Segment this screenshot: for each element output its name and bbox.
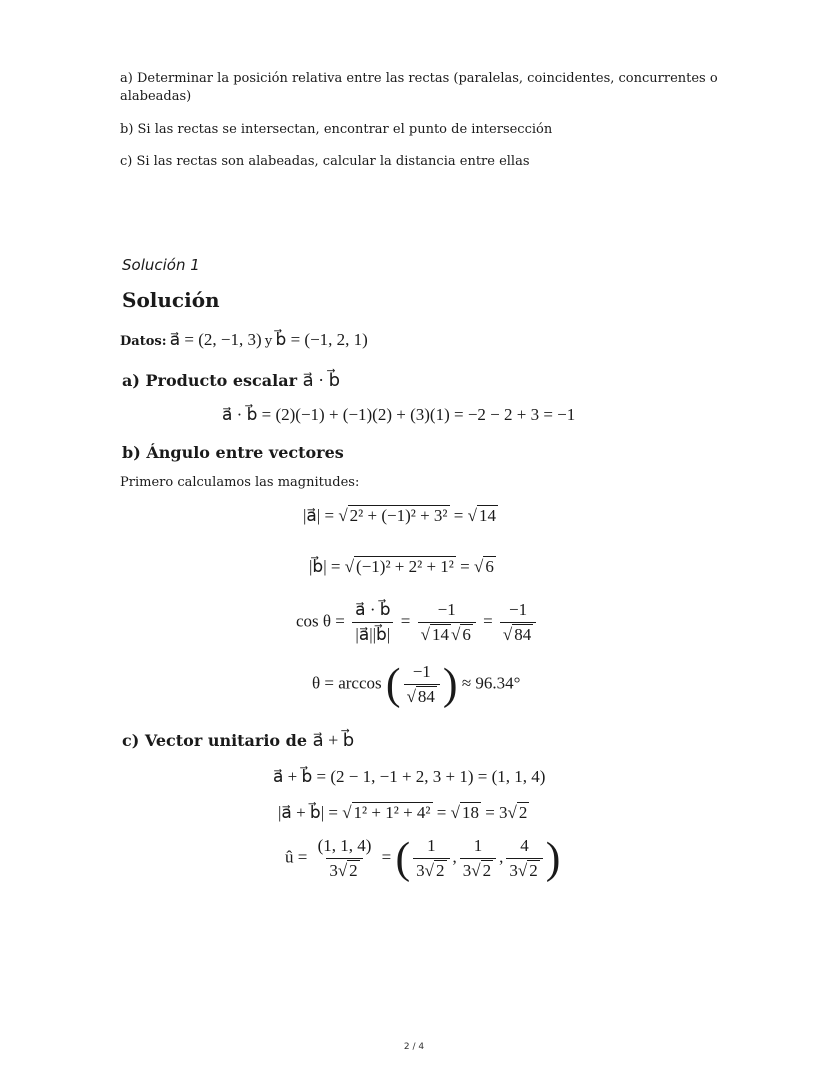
question-a: a) Determinar la posición relativa entre las rectas (paralelas, coincidentes, concurrentes o alabeadas) (120, 71, 718, 104)
norm-equation: |a⃗ + b⃗| = √ 1² + 1² + 4² = √ 18 = 3√ 2 (278, 803, 528, 822)
dot-product-equation: a⃗ · b⃗ = (2)(−1) + (−1)(2) + (3)(1) = −2 − 2 + 3 = −1 (222, 405, 576, 424)
norm-lhs: |a⃗ + b⃗| = (278, 803, 338, 822)
solution-title: Solución (122, 288, 220, 312)
page-number: 2 / 4 (403, 1042, 425, 1052)
magnitude-b-equals: = (460, 557, 470, 576)
magnitude-a-lhs: |a⃗| = (303, 506, 335, 525)
component-1: $\frac{1}{3√ 2}$ (413, 836, 449, 881)
norm-result: = 3 (485, 803, 508, 822)
datos-vector-b: b⃗ = (−1, 2, 1) (275, 330, 368, 349)
magnitude-a-equation (303, 506, 498, 526)
magnitude-a-result: √ 14 (467, 506, 496, 525)
magnitude-a-sqrt: √ 2² + (−1)² + 3² (338, 506, 448, 525)
question-b: b) Si las rectas se intersectan, encontrar el punto de intersección (120, 122, 553, 137)
component-3: $\frac{4}{3√ 2}$ (506, 836, 542, 881)
magnitude-b-lhs: |b⃗| = (309, 557, 341, 576)
norm-sqrt-18: √ 18 (450, 803, 479, 822)
magnitude-a-radicand: 2² + (−1)² + 3² (349, 506, 448, 525)
unit-lhs: û = (285, 847, 308, 867)
datos-line (120, 330, 368, 350)
cosine-fraction-3: $\frac{-1}{√ 84}$ (500, 600, 536, 645)
cosine-lhs: cos θ = (296, 611, 345, 631)
theta-lhs: θ = arccos (312, 673, 382, 693)
solution-label: Solución 1 (122, 256, 200, 274)
section-a-heading-text: a) Producto escalar (122, 371, 298, 390)
datos-connector: y (264, 334, 273, 349)
section-b-heading: b) Ángulo entre vectores (122, 443, 344, 462)
datos-vector-a: a⃗ = (2, −1, 3) (169, 330, 262, 349)
cosine-equation: cos θ = $\frac{a⃗ \cdot b⃗}{|a⃗||b⃗|}$ = $\frac{-1}{√ 14 √ 6}$ = $\frac{-1}{√ 84}$ (296, 600, 539, 645)
component-2: $\frac{1}{3√ 2}$ (460, 836, 496, 881)
datos-label: Datos: (120, 334, 167, 349)
cosine-fraction-1: $\frac{a⃗ \cdot b⃗}{|a⃗||b⃗|}$ (352, 600, 393, 645)
section-b-intro: Primero calculamos las magnitudes: (120, 475, 360, 490)
magnitude-b-radicand: (−1)² + 2² + 1² (356, 557, 454, 576)
theta-result: ≈ 96.34° (461, 673, 521, 693)
theta-equation: θ = arccos ( $\frac{-1}{√ 84}$ ) ≈ 96.34° (312, 659, 521, 709)
section-c-heading-math: a⃗ + b⃗ (312, 730, 355, 750)
unit-fraction: $\frac{(1, 1, 4)}{3√ 2}$ (317, 836, 372, 880)
section-c-heading-text: c) Vector unitario de (122, 731, 308, 750)
cosine-fraction-2: $\frac{-1}{√ 14 √ 6}$ (418, 600, 476, 645)
magnitude-a-equals: = (453, 506, 464, 525)
question-c: c) Si las rectas son alabeadas, calcular la distancia entre ellas (120, 154, 530, 169)
theta-fraction: $\frac{-1}{√ 84}$ (404, 662, 440, 707)
magnitude-b-equation (309, 557, 496, 577)
norm-sqrt: √ 1² + 1² + 4² (342, 803, 431, 822)
section-a-heading (122, 370, 340, 391)
magnitude-b-sqrt: √ (−1)² + 2² + 1² (344, 557, 454, 576)
unit-vector-equation: û = $\frac{(1, 1, 4)}{3√ 2}$ = ( $\frac{1}{3√ 2}$ , $\frac{1}{3√ 2}$ , $\frac{4}{3√ 2}$ ) (285, 833, 561, 883)
section-c-heading (122, 730, 354, 751)
magnitude-b-result: √ 6 (474, 557, 494, 576)
section-a-heading-math: a⃗ · b⃗ (302, 370, 341, 390)
vector-sum-equation: a⃗ + b⃗ = (2 − 1, −1 + 2, 3 + 1) = (1, 1, 4) (273, 767, 546, 786)
